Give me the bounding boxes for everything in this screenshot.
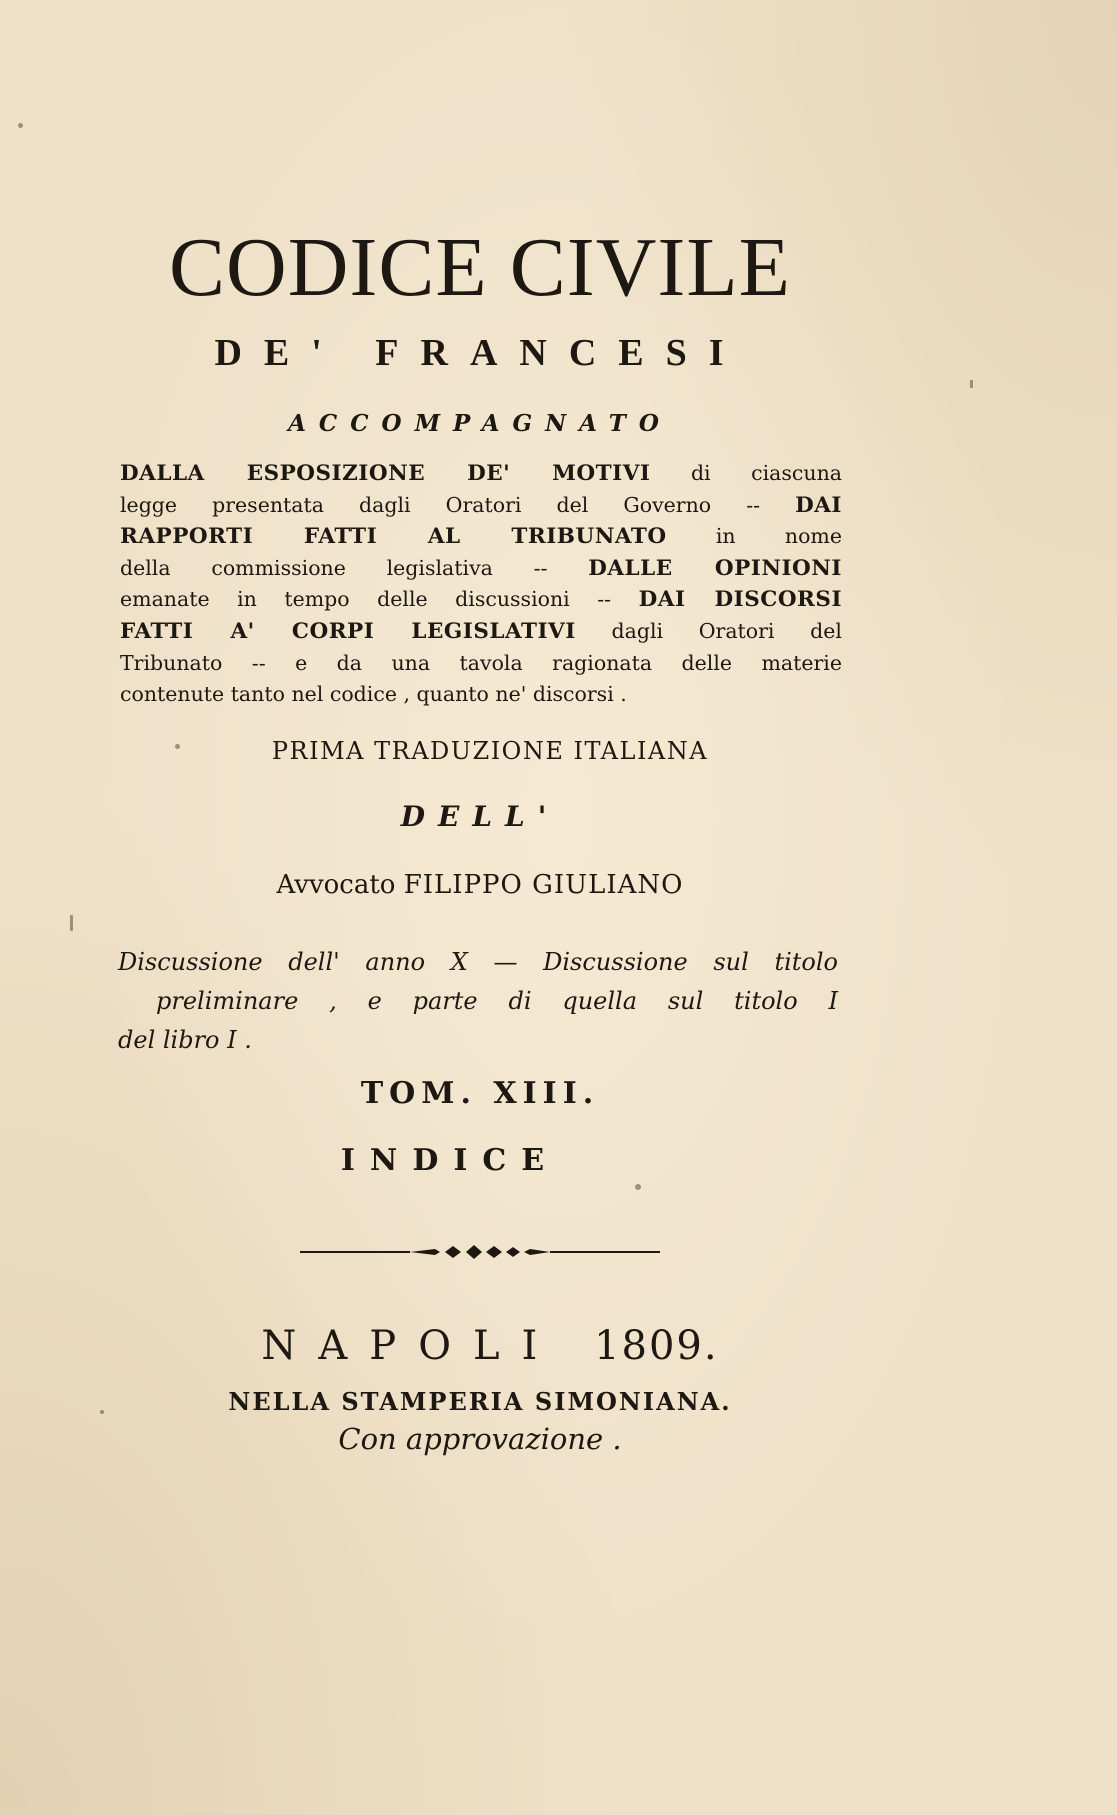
book-subtitle: DE' FRANCESI (214, 332, 746, 374)
translation-line: PRIMA TRADUZIONE ITALIANA (271, 737, 709, 765)
description-line (120, 584, 842, 616)
author-name: FILIPPO GIULIANO (403, 870, 684, 900)
contents-description (120, 458, 842, 711)
ornament-divider (300, 1240, 660, 1264)
author-line (120, 872, 840, 898)
description-caps-text: FATTI A' CORPI LEGISLATIVI (120, 618, 576, 644)
description-line (120, 458, 842, 490)
paper-speck (100, 1410, 104, 1414)
paper-speck (18, 123, 23, 128)
imprint-city-year (240, 1323, 740, 1369)
description-text: in nome (666, 524, 842, 549)
description-line (120, 679, 842, 711)
paper-speck (175, 744, 180, 749)
description-text: contenute tanto nel codice , quanto ne' discorsi . (120, 682, 627, 707)
description-text: dagli Oratori del (575, 618, 842, 643)
description-caps-text: DAI DISCORSI (638, 587, 843, 613)
discussion-line: del libro I . (118, 1026, 252, 1054)
description-text: della commissione legislativa -- (120, 555, 589, 580)
accompagnato-line: ACCOMPAGNATO (288, 410, 672, 437)
description-text: Tribunato -- e da una tavola ragionata delle materie (120, 650, 842, 675)
discussion-line: preliminare , e parte di quella sul titolo I (156, 987, 838, 1015)
index-label: INDICE (340, 1143, 560, 1178)
description-caps-text: RAPPORTI FATTI AL TRIBUNATO (120, 524, 667, 550)
description-line (120, 490, 842, 522)
description-text: emanate in tempo delle discussioni -- (120, 587, 639, 612)
paper-speck (70, 915, 73, 931)
description-line (120, 553, 842, 585)
dell-line: DELL' (400, 800, 560, 833)
imprint-year: 1809. (594, 1323, 719, 1369)
imprint-city: NAPOLI (261, 1323, 560, 1369)
description-line (120, 648, 842, 680)
description-line (120, 521, 842, 553)
author-prefix: Avvocato (276, 870, 396, 900)
volume-number: TOM. XIII. (360, 1076, 600, 1111)
description-caps-text: DAI (795, 492, 842, 518)
description-line (120, 616, 842, 648)
paper-speck (970, 380, 973, 388)
description-caps-text: DALLA ESPOSIZIONE DE' MOTIVI (120, 461, 651, 486)
description-caps-text: DALLE OPINIONI (588, 555, 842, 581)
imprint-press: NELLA STAMPERIA SIMONIANA. (228, 1387, 732, 1416)
discussion-line: Discussione dell' anno X — Discussione sul titolo (118, 948, 838, 976)
discussion-description (118, 943, 838, 1060)
approval-line: Con approvazione . (338, 1422, 622, 1456)
description-text: di ciascuna (650, 461, 842, 485)
book-title: CODICE CIVILE (169, 221, 791, 314)
description-text: legge presentata dagli Oratori del Governo -- (120, 492, 796, 517)
paper-speck (635, 1184, 641, 1190)
